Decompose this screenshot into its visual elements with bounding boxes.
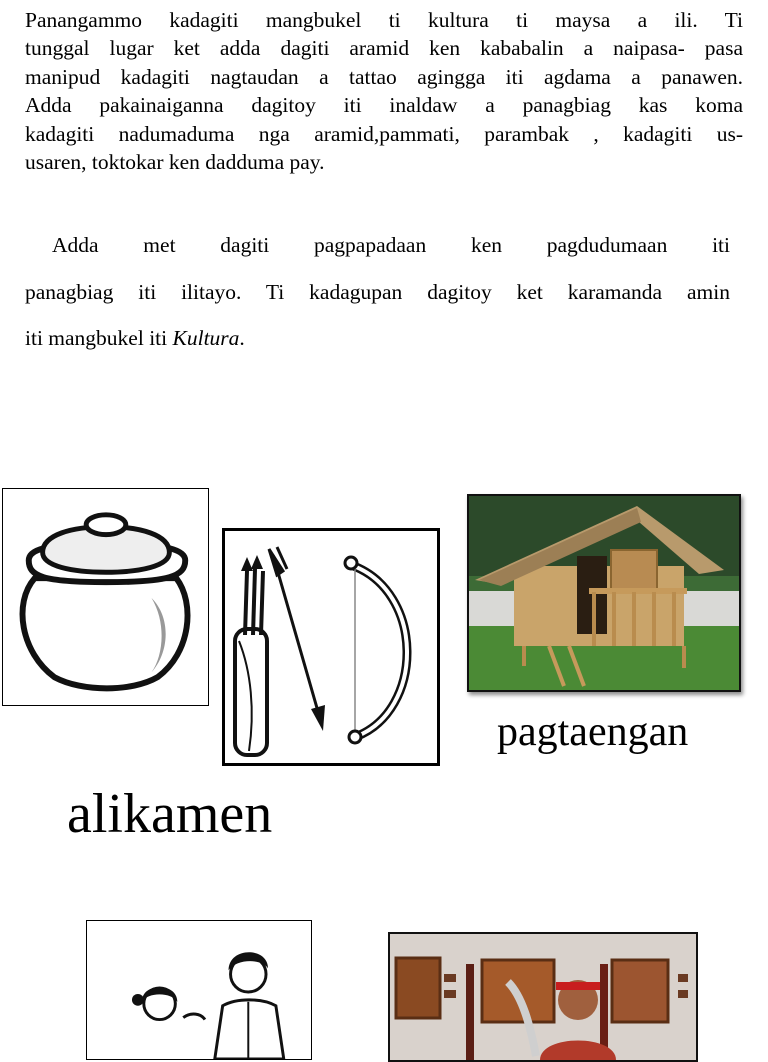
second-line-1: Adda met dagiti pagpapadaan ken pagdudumaan iti [52,233,730,257]
second-line-2: panagbiag iti ilitayo. Ti kadagupan dagitoy ket karamanda amin [25,279,730,304]
intro-line-5: kadagiti nadumaduma nga aramid,pammati, parambak , kadagiti us- [25,121,743,146]
clay-pot-icon [2,488,209,706]
intro-line-1: Panangammo kadagiti mangbukel ti kultura ti maysa a ili. Ti [25,8,743,32]
children-drawing [86,920,312,1060]
second-line-3-period: . [239,326,245,350]
intro-paragraph [25,6,743,176]
second-paragraph [25,222,730,362]
nipa-hut-photo [467,494,741,692]
kultura-term: Kultura [172,326,240,350]
house-caption: pagtaengan [497,709,689,755]
intro-line-6: usaren, toktokar ken dadduma pay. [25,150,325,175]
second-line-3 [25,315,730,362]
second-line-3-text: iti mangbukel iti [25,326,173,350]
bow-and-arrow-icon [222,528,440,766]
intro-line-3: manipud kadagiti nagtaudan a tattao agingga iti agdama a panawen. [25,64,743,89]
intro-line-4: Adda pakainaiganna dagitoy iti inaldaw a panagbiag kas koma [25,93,743,118]
intro-line-2: tunggal lugar ket adda dagiti aramid ken kababalin a naipasa- pasa [25,36,743,61]
person-with-bolo-photo [388,932,698,1062]
tools-caption: alikamen [67,783,273,845]
